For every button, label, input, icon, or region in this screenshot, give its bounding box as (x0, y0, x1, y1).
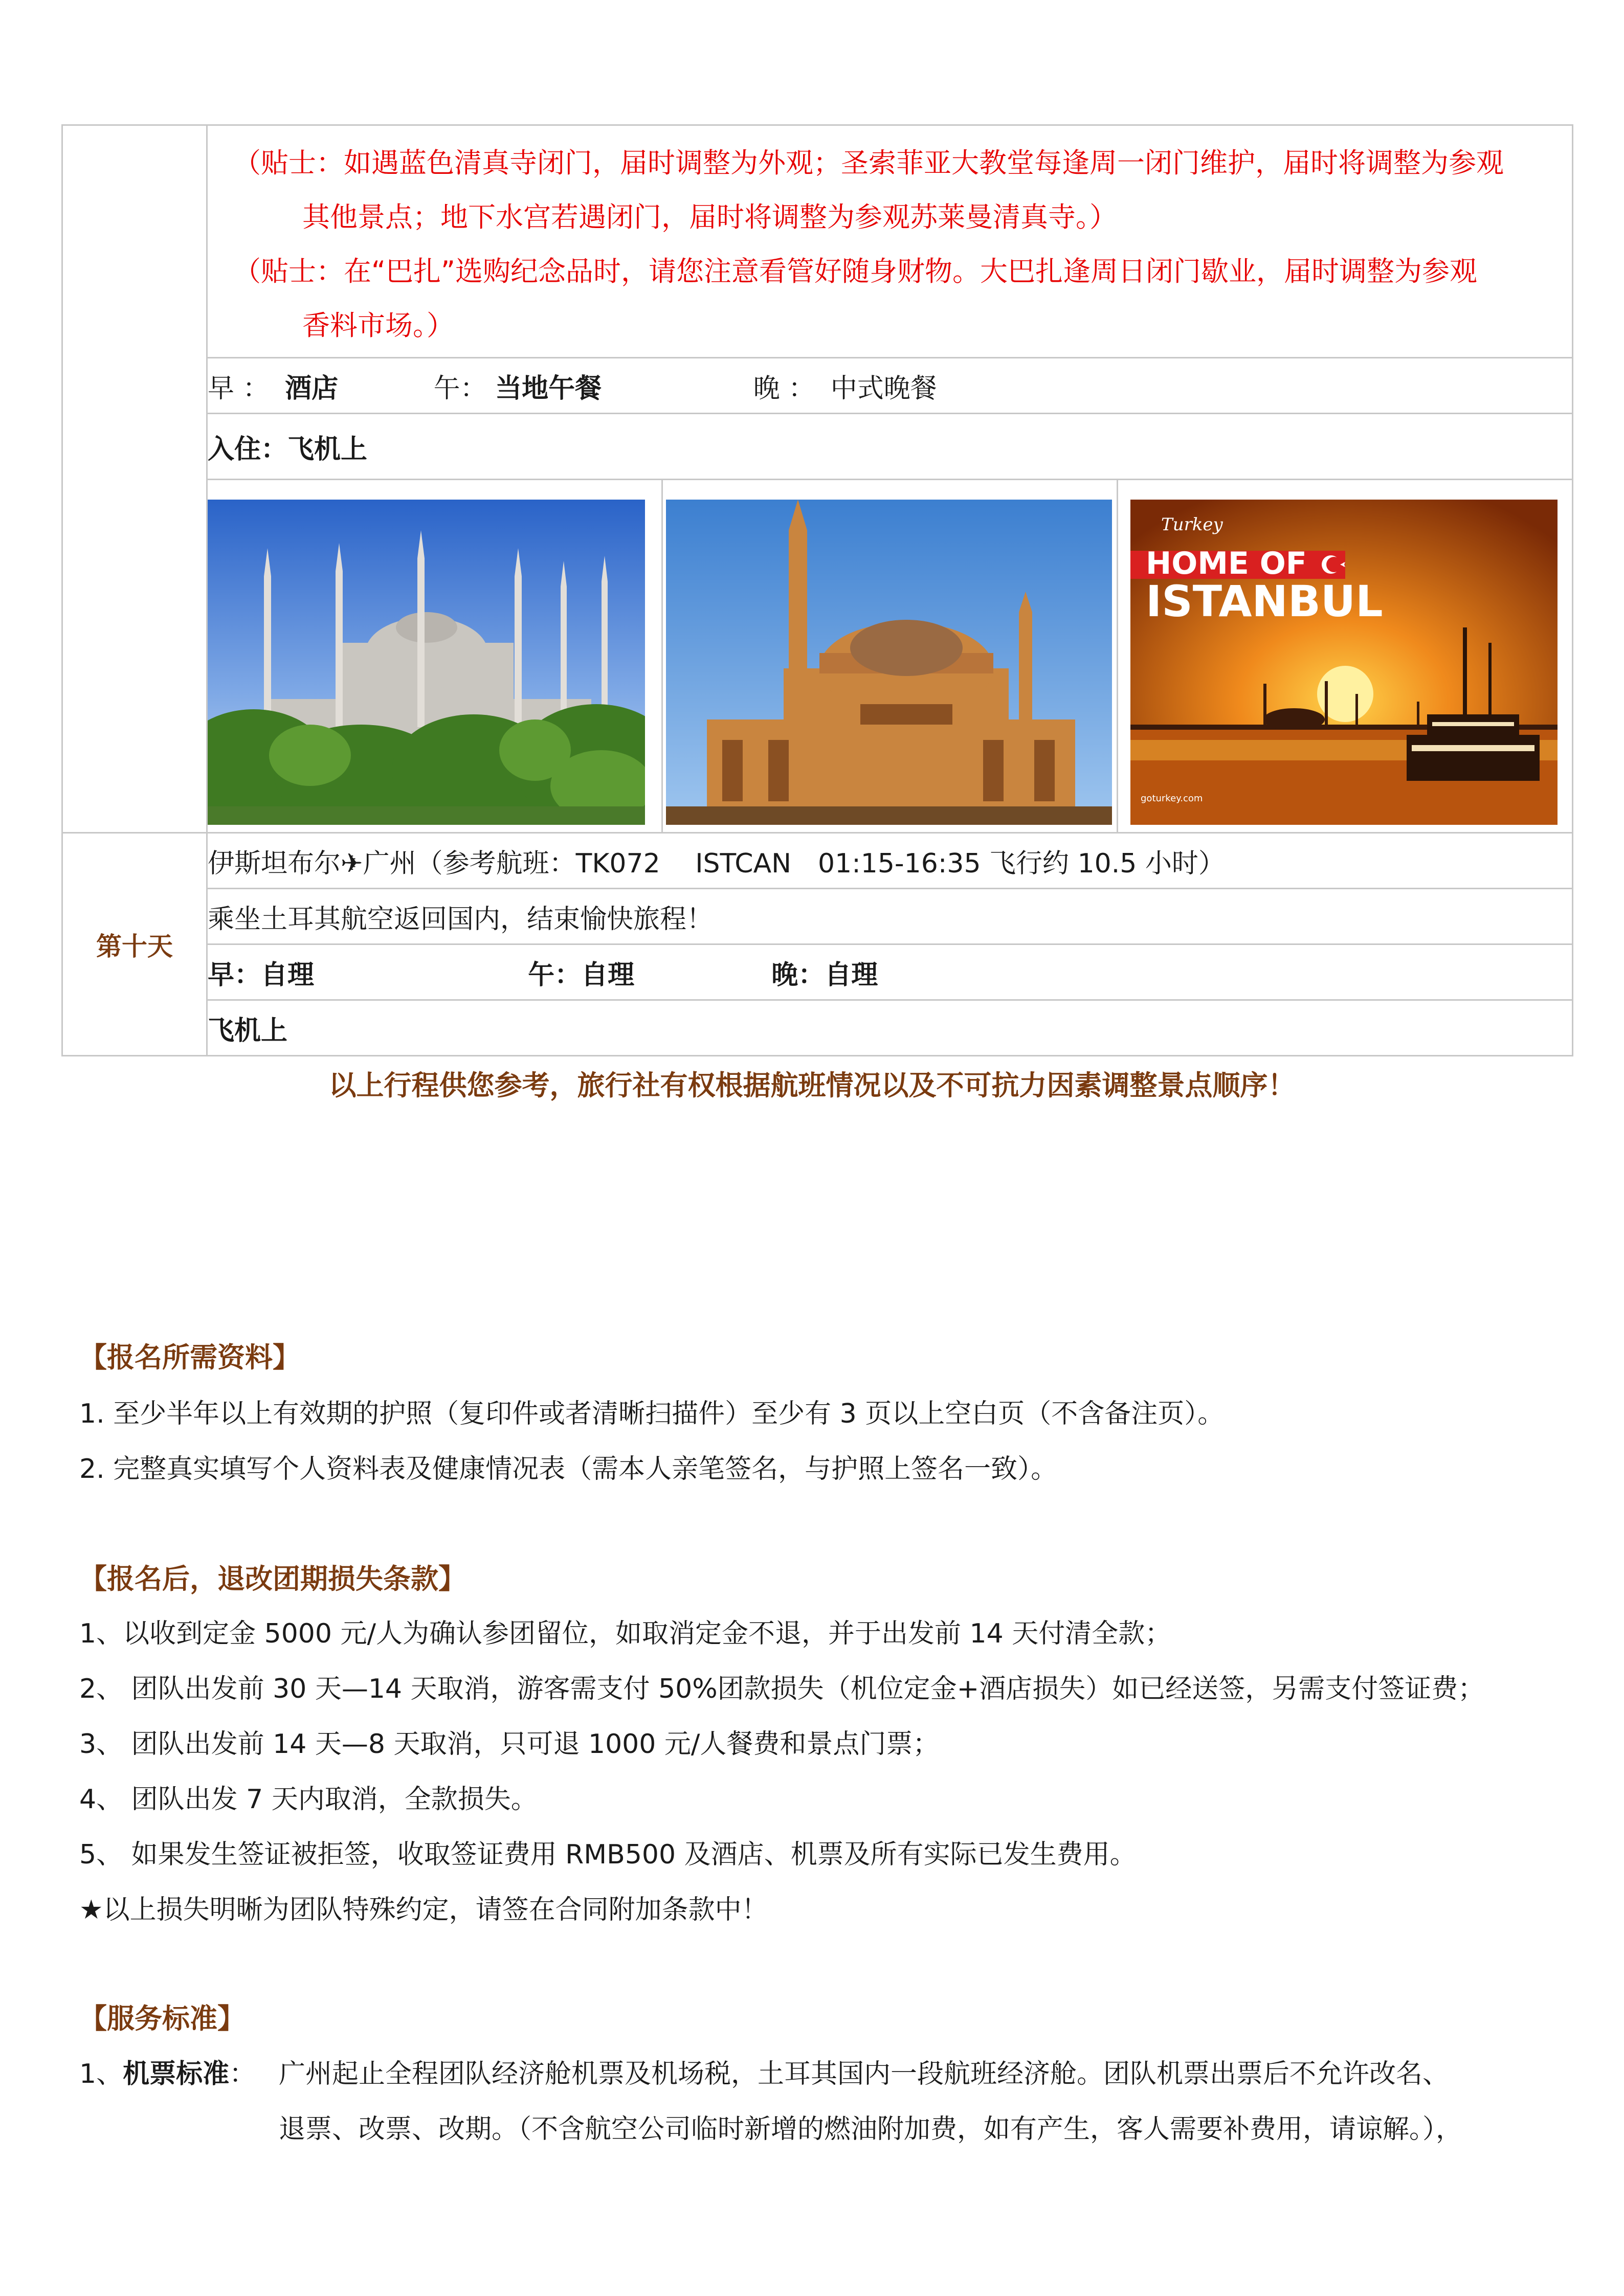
day10-lunch: 午：自理 (528, 959, 635, 991)
lunch-label: 午： (433, 373, 487, 404)
istanbul-poster-image (1118, 480, 1572, 832)
day9-stay: 入住：飞机上 (207, 414, 1573, 480)
dinner-label: 晚 ： (753, 373, 815, 404)
day10-desc: 乘坐土耳其航空返回国内，结束愉快旅程！ (207, 889, 1573, 944)
poster-title-1: HOME OF (1146, 546, 1307, 581)
tip-1: （贴士：如遇蓝色清真寺闭门，届时调整为外观；圣索菲亚大教堂每逢周一闭门维护，届时将调整为参观 其他景点；地下水宫若遇闭门，届时将调整为参观苏莱曼清真寺。） (233, 147, 1504, 233)
service-item-1-line-1: 广州起止全程团队经济舱机票及机场税，土耳其国内一段航班经济舱。团队机票出票后不允许改名、 (279, 2059, 1450, 2089)
poster-title-2: ISTANBUL (1146, 576, 1383, 626)
dinner-value: 中式晚餐 (830, 373, 937, 404)
cancel-item-4: 4、 团队出发 7 天内取消，全款损失。 (79, 1784, 538, 1815)
hagia-sophia-image (663, 480, 1118, 832)
breakfast-value: 酒店 (285, 373, 339, 404)
day10-dinner: 晚：自理 (771, 959, 878, 991)
cancel-item-2: 2、 团队出发前 30 天—14 天取消，游客需支付 50%团款损失（机位定金+酒店损失）如已经送签，另需支付签证费； (79, 1674, 1485, 1704)
service-item-1-line-2: 退票、改票、改期。（不含航空公司临时新增的燃油附加费，如有产生，客人需要补费用，请谅解。）， (279, 2114, 1463, 2145)
signup-title: 【报名所需资料】 (79, 1341, 300, 1374)
day9-label-cell (62, 125, 207, 833)
tips-cell (207, 125, 1573, 358)
day10-meals (207, 944, 1573, 1000)
signup-item-1: 1. 至少半年以上有效期的护照（复印件或者清晰扫描件）至少有 3 页以上空白页（不含备注页）。 (79, 1399, 1225, 1429)
image-row (207, 480, 1573, 833)
day9-meals (207, 358, 1573, 414)
breakfast-label: 早 ： (208, 373, 270, 404)
cancel-item-1: 1、以收到定金 5000 元/人为确认参团留位，如取消定金不退，并于出发前 14 天付清全款； (79, 1618, 1172, 1649)
day10-label: 第十天 (62, 833, 207, 1056)
service-item-1-label: 机票标准 (123, 2059, 230, 2089)
service-item-1: 1、机票标准： (79, 2059, 256, 2089)
cancel-item-5: 5、 如果发生签证被拒签，收取签证费用 RMB500 及酒店、机票及所有实际已发生费用。 (79, 1839, 1137, 1870)
cancel-note: ★以上损失明晰为团队特殊约定，请签在合同附加条款中！ (79, 1895, 768, 1925)
day10-breakfast: 早：自理 (208, 959, 315, 991)
blue-mosque-image (208, 480, 663, 832)
itinerary-table (61, 124, 1573, 1056)
itinerary-note: 以上行程供您参考，旅行社有权根据航班情况以及不可抗力因素调整景点顺序！ (328, 1069, 1296, 1101)
cancel-title: 【报名后，退改团期损失条款】 (79, 1563, 466, 1595)
day10-route: 伊斯坦布尔✈广州（参考航班：TK072 ISTCAN 01:15-16:35 飞行约 10.5 小时） (207, 833, 1573, 889)
day10-stay: 飞机上 (207, 1000, 1573, 1056)
poster-url: goturkey.com (1141, 793, 1203, 804)
signup-item-2: 2. 完整真实填写个人资料表及健康情况表（需本人亲笔签名，与护照上签名一致）。 (79, 1454, 1058, 1484)
lunch-value: 当地午餐 (495, 373, 602, 404)
tip-2: （贴士：在“巴扎”选购纪念品时，请您注意看管好随身财物。大巴扎逢周日闭门歇业，届时调整为参观 香料市场。） (233, 255, 1477, 342)
poster-brand: Turkey (1161, 514, 1223, 535)
service-title: 【服务标准】 (79, 2002, 245, 2035)
cancel-item-3: 3、 团队出发前 14 天—8 天取消，只可退 1000 元/人餐费和景点门票； (79, 1729, 940, 1760)
